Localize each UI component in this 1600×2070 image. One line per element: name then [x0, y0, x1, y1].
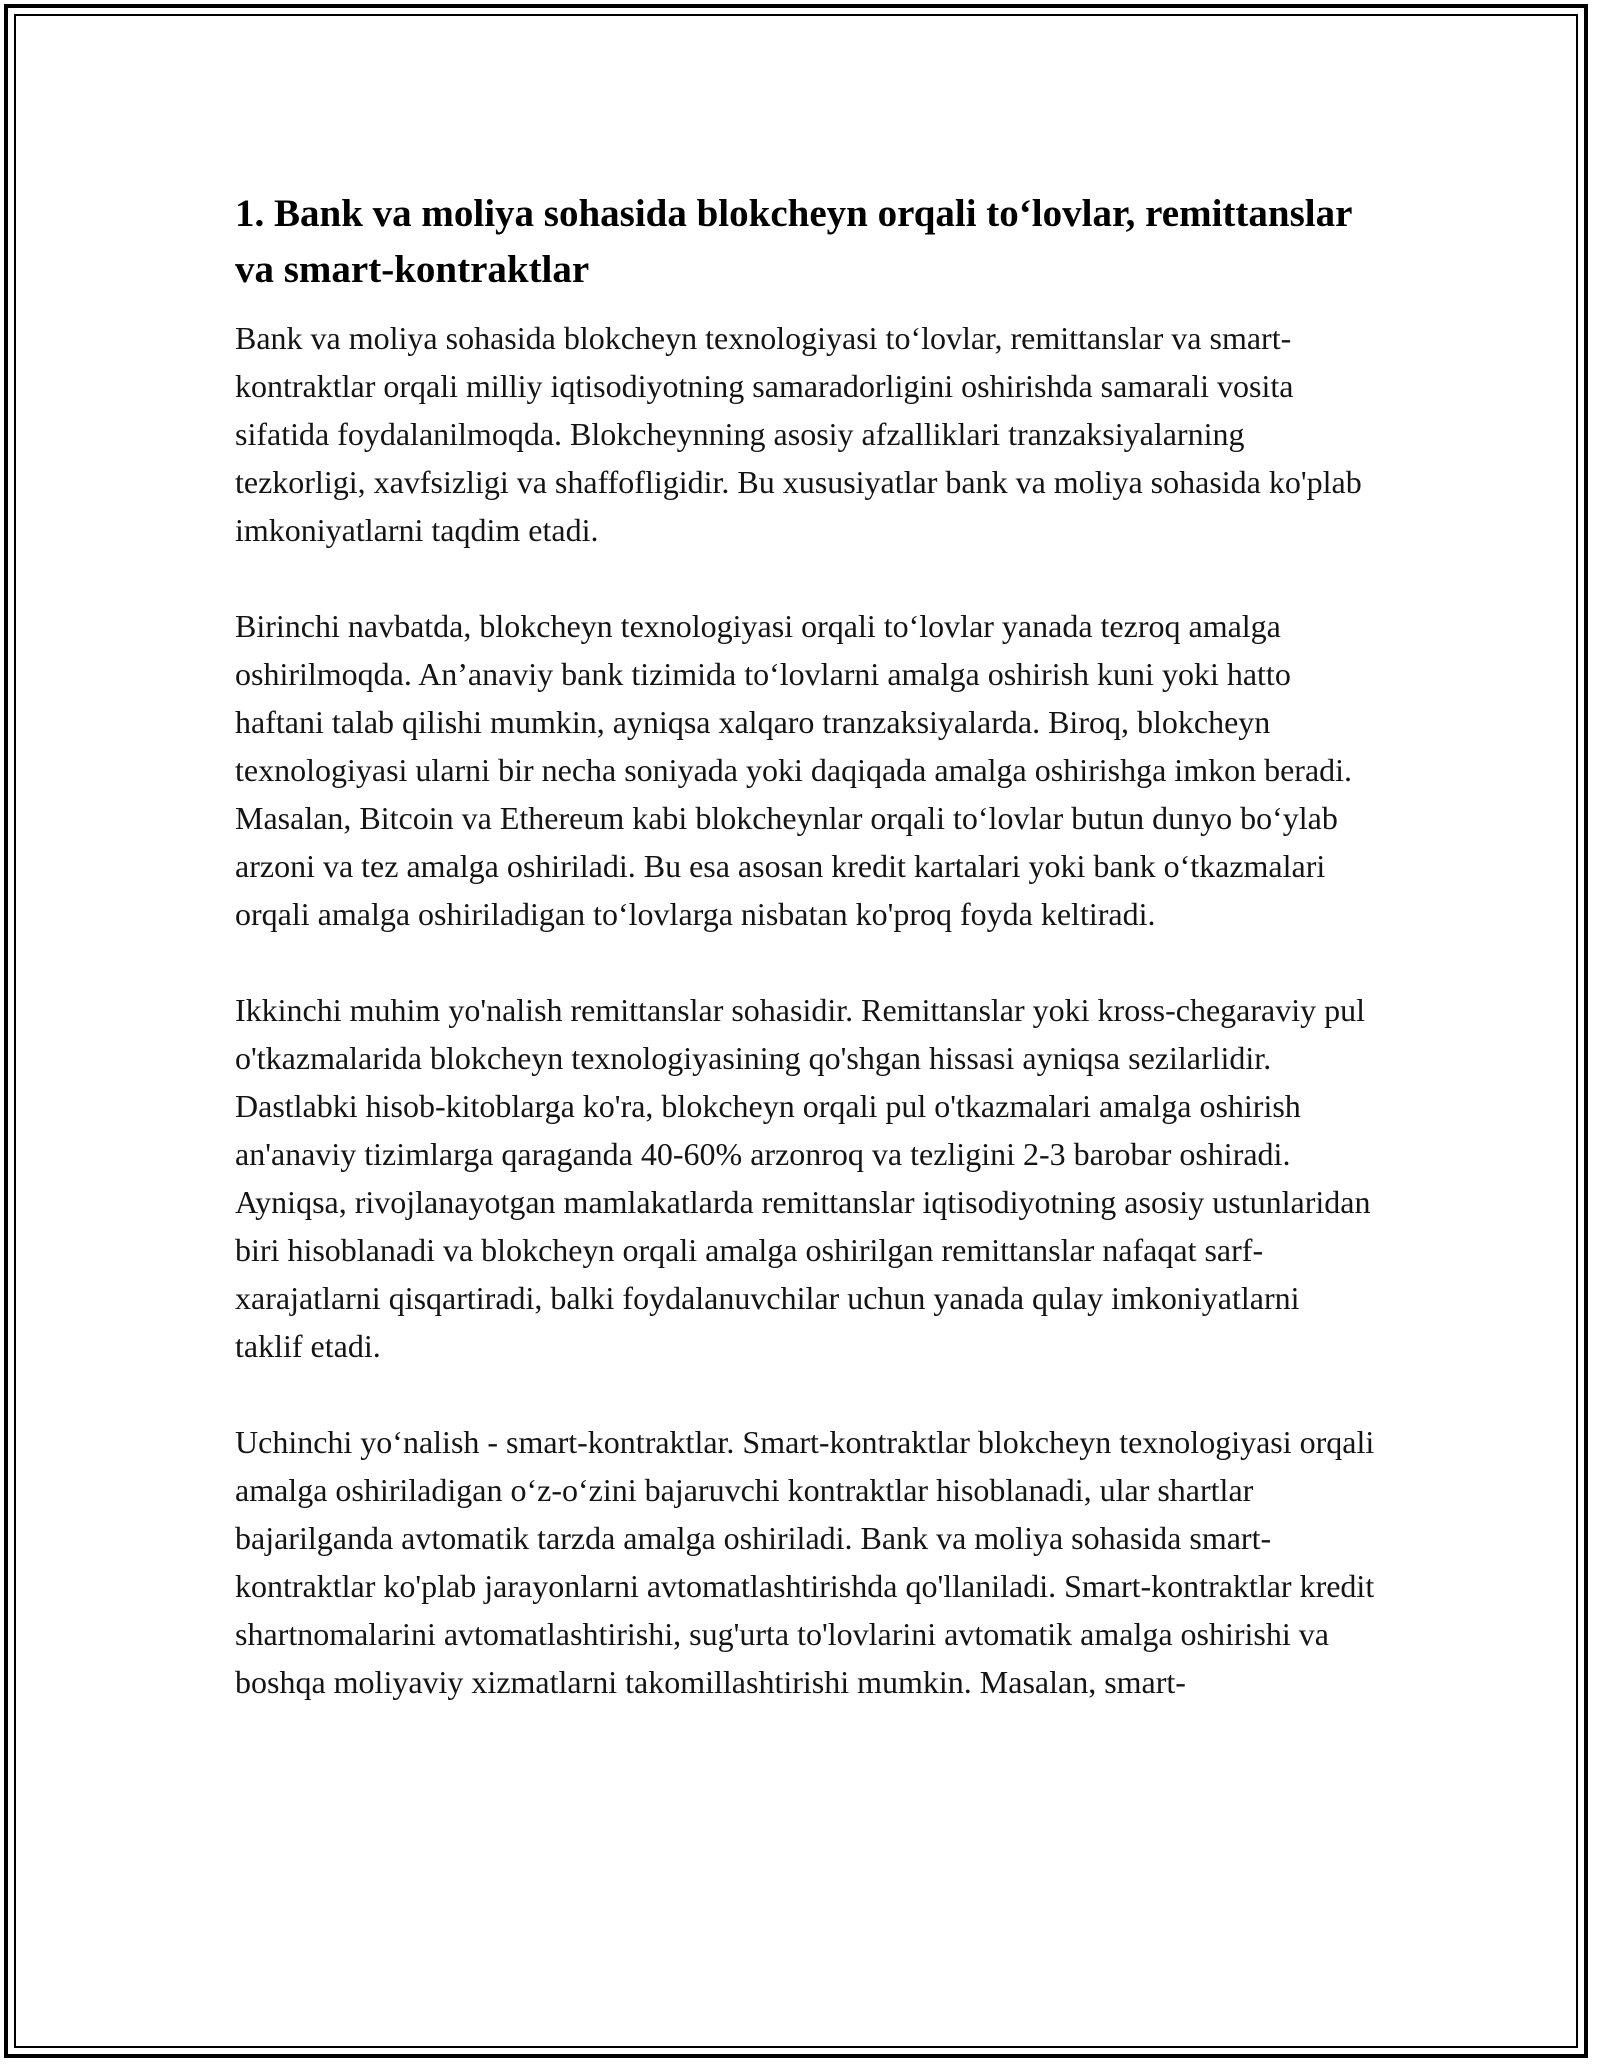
paragraph-smart-contracts: Uchinchi yo‘nalish - smart-kontraktlar. Smart-kontraktlar blokcheyn texnologiyasi orqali amalga oshiriladigan o‘z-o‘zini bajaruvchi kontraktlar hisoblanadi, ular shartlar bajarilganda avtomatik tarzda amalga oshiriladi. Bank va moliya sohasida smart-kontraktlar ko'plab jarayonlarni avtomatlashtirishda qo'llaniladi. Smart-kontraktlar kredit shartnomalarini avtomatlashtirishi, sug'urta to'lovlarini avtomatik amalga oshirishi va boshqa moliyaviy xizmatlarni takomillashtirishi mumkin. Masalan, smart- — [235, 1424, 1375, 1700]
document-body — [235, 186, 1375, 1706]
section-heading: 1. Bank va moliya sohasida blokcheyn orqali to‘lovlar, remittanslar va smart-kontraktlar — [235, 192, 1352, 291]
paragraph-intro: Bank va moliya sohasida blokcheyn texnologiyasi to‘lovlar, remittanslar va smart-kontraktlar orqali milliy iqtisodiyotning samaradorligini oshirishda samarali vosita sifatida foydalanilmoqda. Blokcheynning asosiy afzalliklari tranzaksiyalarning tezkorligi, xavfsizligi va shaffofligidir. Bu xususiyatlar bank va moliya sohasida ko'plab imkoniyatlarni taqdim etadi. — [235, 320, 1362, 548]
paragraph-remittances: Ikkinchi muhim yo'nalish remittanslar sohasidir. Remittanslar yoki kross-chegaraviy pul o'tkazmalarida blokcheyn texnologiyasining qo'shgan hissasi ayniqsa sezilarlidir. Dastlabki hisob-kitoblarga ko'ra, blokcheyn orqali pul o'tkazmalari amalga oshirish an'anaviy tizimlarga qaraganda 40-60% arzonroq va tezligini 2-3 barobar oshiradi. Ayniqsa, rivojlanayotgan mamlakatlarda remittanslar iqtisodiyotning asosiy ustunlaridan biri hisoblanadi va blokcheyn orqali amalga oshirilgan remittanslar nafaqat sarf-xarajatlarni qisqartiradi, balki foydalanuvchilar uchun yanada qulay imkoniyatlarni taklif etadi. — [235, 992, 1371, 1364]
paragraph-payments: Birinchi navbatda, blokcheyn texnologiyasi orqali to‘lovlar yanada tezroq amalga oshirilmoqda. An’anaviy bank tizimida to‘lovlarni amalga oshirish kuni yoki hatto haftani talab qilishi mumkin, ayniqsa xalqaro tranzaksiyalarda. Biroq, blokcheyn texnologiyasi ularni bir necha soniyada yoki daqiqada amalga oshirishga imkon beradi. Masalan, Bitcoin va Ethereum kabi blokcheynlar orqali to‘lovlar butun dunyo bo‘ylab arzoni va tez amalga oshiriladi. Bu esa asosan kredit kartalari yoki bank o‘tkazmalari orqali amalga oshiriladigan to‘lovlarga nisbatan ko'proq foyda keltiradi. — [235, 608, 1353, 932]
